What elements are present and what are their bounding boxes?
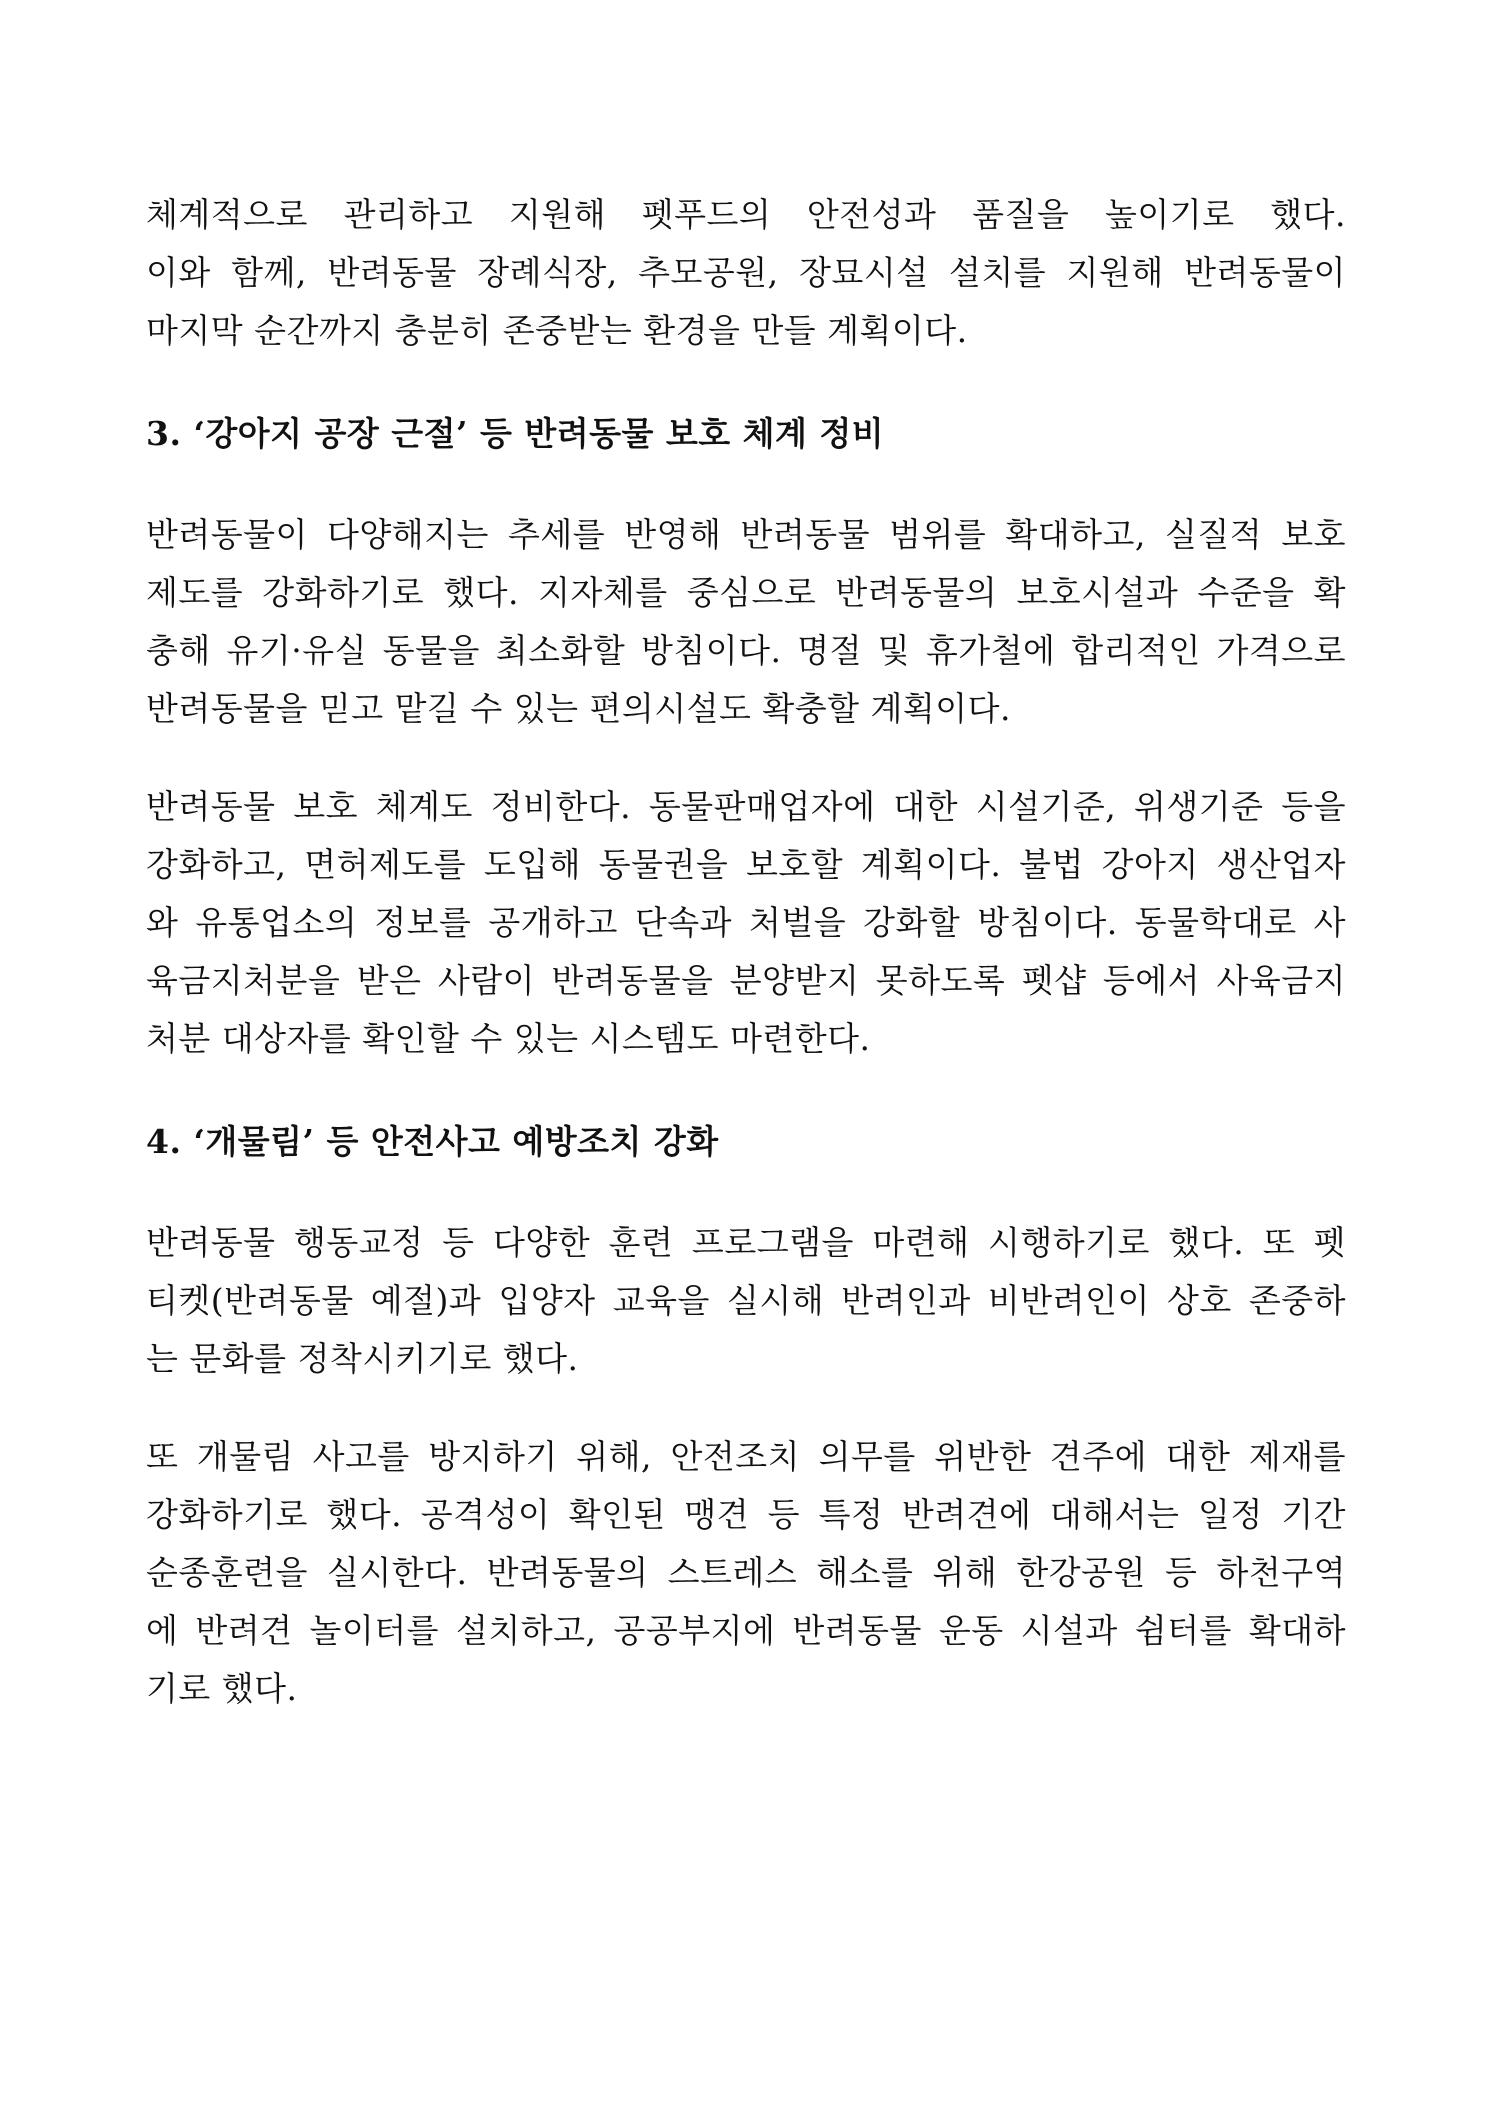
paragraph-line: 티켓(반려동물 예절)과 입양자 교육을 실시해 반려인과 비반려인이 상호 존중하 bbox=[146, 1281, 1346, 1320]
intro-paragraph bbox=[146, 186, 1346, 360]
section-4-paragraph-2 bbox=[146, 1428, 1346, 1718]
paragraph-line: 반려동물이 다양해지는 추세를 반영해 반려동물 범위를 확대하고, 실질적 보호 bbox=[146, 515, 1346, 554]
paragraph-line: 반려동물 보호 체계도 정비한다. 동물판매업자에 대한 시설기준, 위생기준 등을 bbox=[146, 787, 1346, 826]
paragraph-line: 에 반려견 놀이터를 설치하고, 공공부지에 반려동물 운동 시설과 쉼터를 확대하 bbox=[146, 1611, 1346, 1650]
paragraph-line: 처분 대상자를 확인할 수 있는 시스템도 마련한다. bbox=[146, 1019, 871, 1058]
paragraph-line: 강화하기로 했다. 공격성이 확인된 맹견 등 특정 반려견에 대해서는 일정 기간 bbox=[146, 1495, 1346, 1534]
paragraph-line: 와 유통업소의 정보를 공개하고 단속과 처벌을 강화할 방침이다. 동물학대로 사 bbox=[146, 903, 1346, 942]
paragraph-line: 순종훈련을 실시한다. 반려동물의 스트레스 해소를 위해 한강공원 등 하천구역 bbox=[146, 1553, 1346, 1592]
section-3-paragraph-1 bbox=[146, 506, 1346, 738]
paragraph-line: 반려동물 행동교정 등 다양한 훈련 프로그램을 마련해 시행하기로 했다. 또 펫 bbox=[146, 1223, 1346, 1262]
paragraph-line: 반려동물을 믿고 맡길 수 있는 편의시설도 확충할 계획이다. bbox=[146, 689, 1011, 728]
intro-line: 마지막 순간까지 충분히 존중받는 환경을 만들 계획이다. bbox=[146, 311, 968, 350]
paragraph-line: 육금지처분을 받은 사람이 반려동물을 분양받지 못하도록 펫샵 등에서 사육금지 bbox=[146, 961, 1346, 1000]
paragraph-line: 기로 했다. bbox=[146, 1669, 298, 1708]
section-4-paragraph-1 bbox=[146, 1214, 1346, 1388]
section-4-heading: 4. ‘개물림’ 등 안전사고 예방조치 강화 bbox=[146, 1122, 719, 1161]
section-3-paragraph-2 bbox=[146, 778, 1346, 1068]
section-3-heading: 3. ‘강아지 공장 근절’ 등 반려동물 보호 체계 정비 bbox=[146, 414, 885, 453]
paragraph-line: 충해 유기·유실 동물을 최소화할 방침이다. 명절 및 휴가철에 합리적인 가격으로 bbox=[146, 631, 1346, 670]
document-page bbox=[146, 186, 1346, 1718]
paragraph-line: 강화하고, 면허제도를 도입해 동물권을 보호할 계획이다. 불법 강아지 생산업자 bbox=[146, 845, 1346, 884]
paragraph-line: 또 개물림 사고를 방지하기 위해, 안전조치 의무를 위반한 견주에 대한 제재를 bbox=[146, 1437, 1346, 1476]
paragraph-line: 제도를 강화하기로 했다. 지자체를 중심으로 반려동물의 보호시설과 수준을 확 bbox=[146, 573, 1346, 612]
intro-line: 체계적으로 관리하고 지원해 펫푸드의 안전성과 품질을 높이기로 했다. bbox=[146, 195, 1346, 234]
paragraph-line: 는 문화를 정착시키기로 했다. bbox=[146, 1339, 579, 1378]
intro-line: 이와 함께, 반려동물 장례식장, 추모공원, 장묘시설 설치를 지원해 반려동물이 bbox=[146, 253, 1346, 292]
